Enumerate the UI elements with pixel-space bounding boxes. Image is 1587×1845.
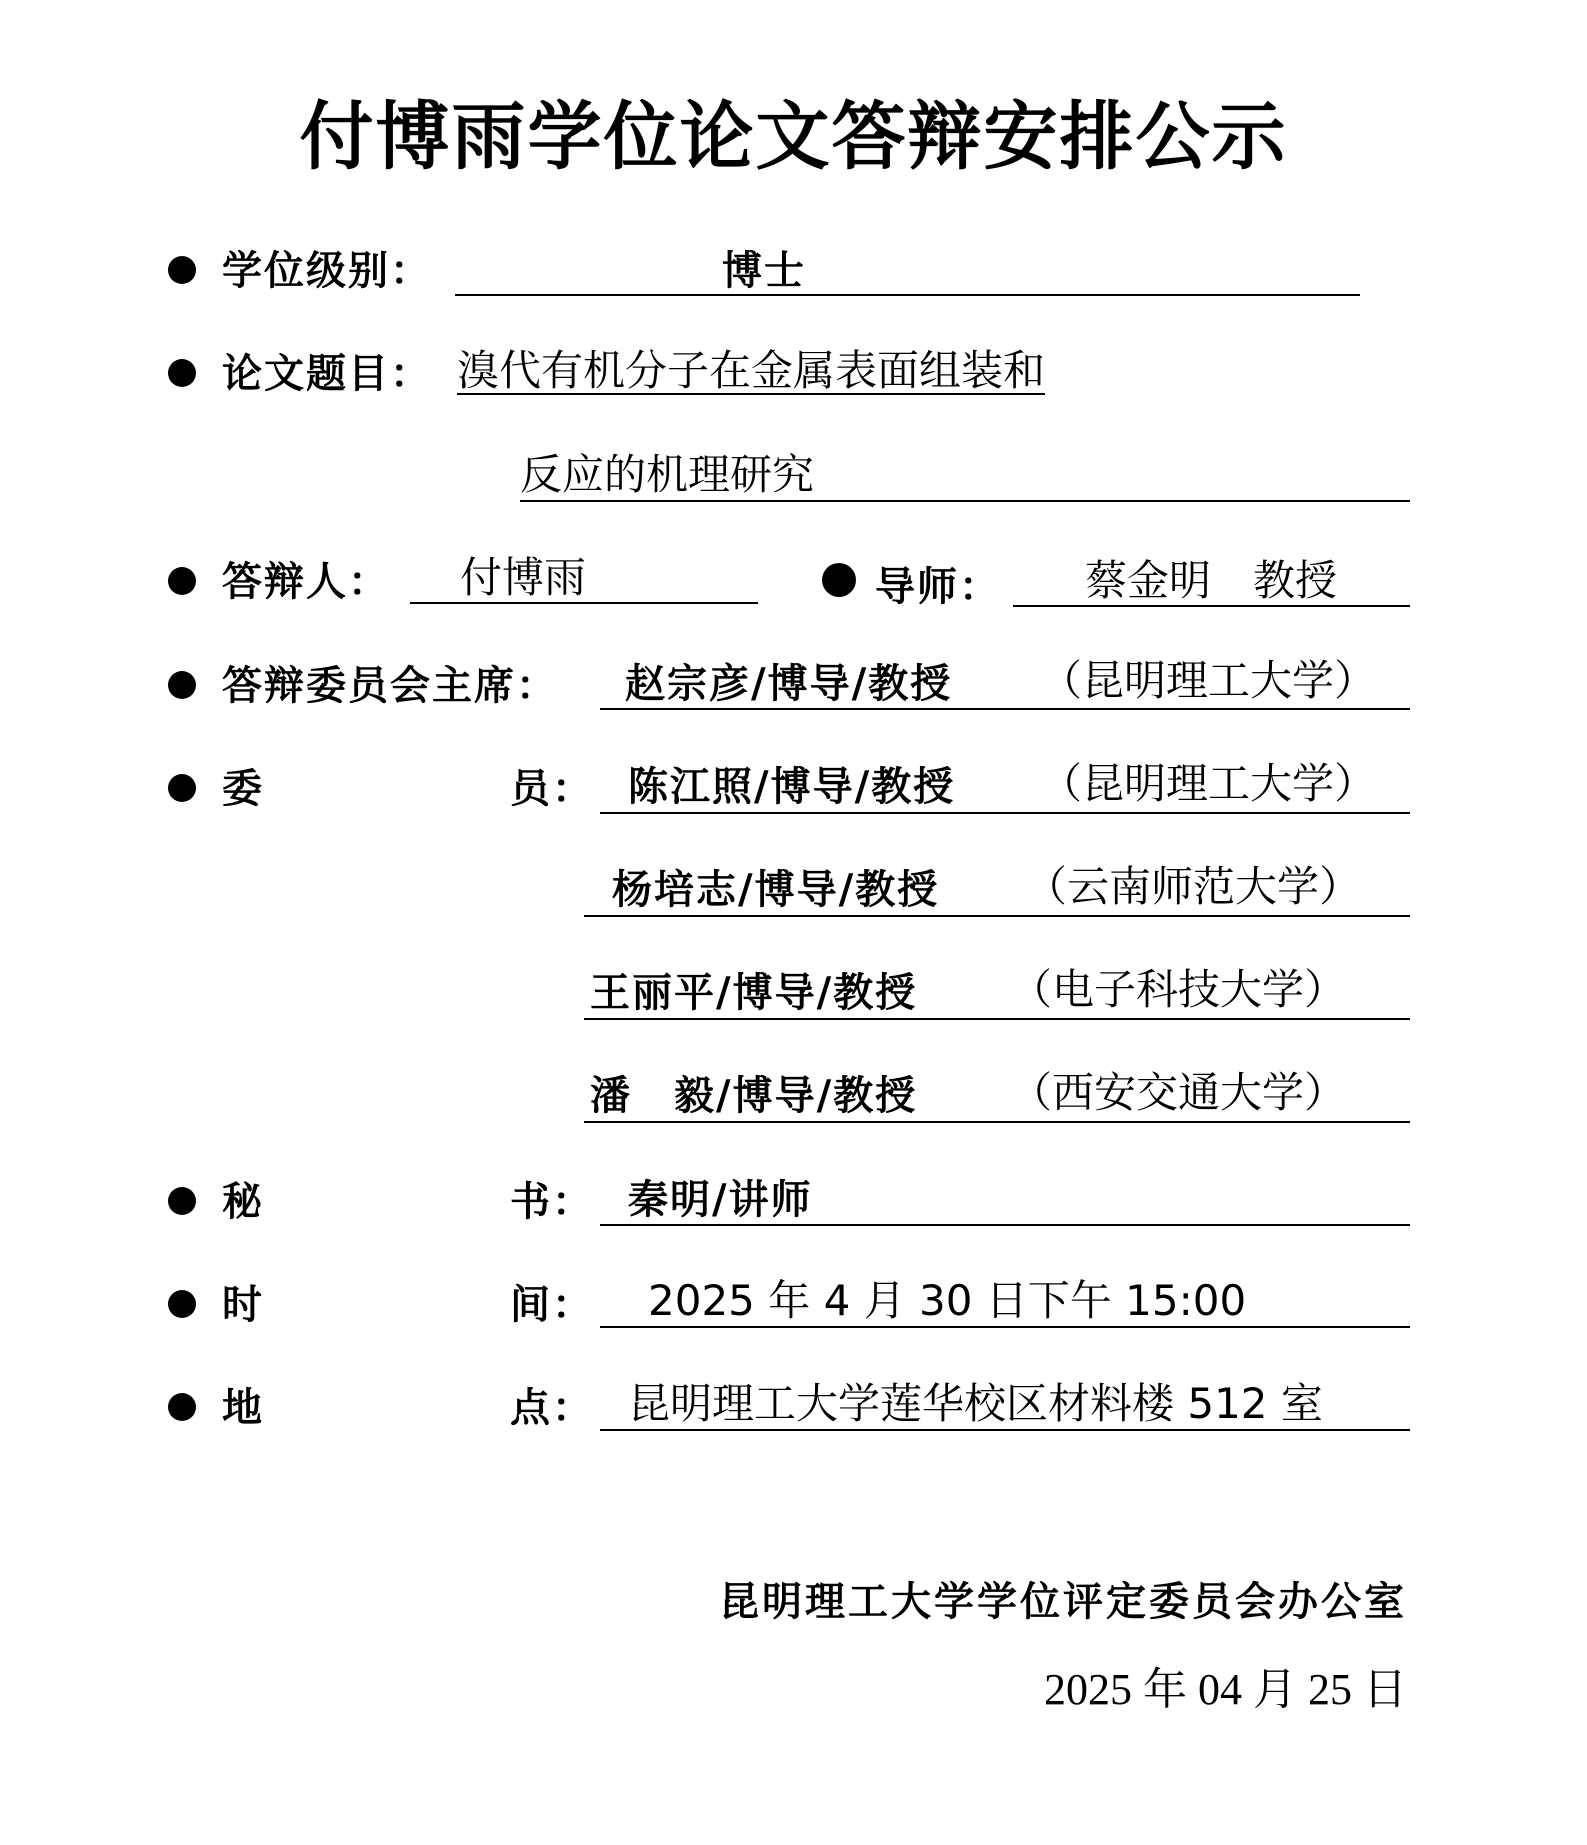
member-underline [584, 1018, 1410, 1020]
bullet-icon [168, 1393, 196, 1421]
member-underline [584, 915, 1410, 917]
member-affiliation: （云南师范大学） [1025, 862, 1362, 911]
bullet-icon [822, 563, 856, 597]
chair-label: 答辩委员会主席： [222, 662, 558, 709]
time-label-right: 间： [510, 1281, 594, 1328]
chair-underline [600, 708, 1410, 710]
degree-underline [455, 294, 1360, 296]
defender-value: 付博雨 [460, 553, 587, 602]
member-underline [600, 812, 1410, 814]
member-affiliation: （西安交通大学） [1010, 1068, 1347, 1117]
advisor-label: 导师： [875, 563, 1001, 610]
thesis-title-line2: 反应的机理研究 [520, 450, 815, 499]
time-value: 2025 年 4 月 30 日下午 15:00 [648, 1276, 1247, 1325]
degree-label: 学位级别： [222, 247, 432, 294]
degree-value: 博士 [722, 247, 806, 294]
advisor-value: 蔡金明 教授 [1085, 556, 1338, 605]
secretary-label-right: 书： [510, 1178, 594, 1225]
page-title: 付博雨学位论文答辩安排公示 [299, 94, 1288, 180]
place-label-right: 点： [510, 1384, 594, 1431]
place-underline [600, 1429, 1410, 1431]
members-label-left: 委 [222, 765, 264, 812]
place-label-left: 地 [222, 1384, 264, 1431]
chair-name: 赵宗彦/博导/教授 [625, 660, 953, 707]
member-affiliation: （昆明理工大学） [1040, 759, 1377, 808]
thesis-label: 论文题目： [222, 350, 432, 397]
issuing-office: 昆明理工大学学位评定委员会办公室 [719, 1578, 1407, 1625]
bullet-icon [168, 671, 196, 699]
secretary-underline [600, 1224, 1410, 1226]
member-name: 杨培志/博导/教授 [612, 866, 940, 913]
member-name: 潘 毅/博导/教授 [590, 1072, 918, 1119]
bullet-icon [168, 256, 196, 284]
defender-underline [410, 602, 758, 604]
bullet-icon [168, 1290, 196, 1318]
member-affiliation: （电子科技大学） [1010, 965, 1347, 1014]
advisor-underline [1013, 605, 1410, 607]
bullet-icon [168, 359, 196, 387]
member-name: 陈江照/博导/教授 [628, 763, 956, 810]
bullet-icon [168, 1187, 196, 1215]
place-value: 昆明理工大学莲华校区材料楼 512 室 [628, 1379, 1323, 1428]
member-underline [584, 1121, 1410, 1123]
thesis-line2-underline [520, 500, 1410, 502]
members-label-right: 员： [510, 765, 594, 812]
bullet-icon [168, 567, 196, 595]
secretary-value: 秦明/讲师 [628, 1176, 813, 1223]
time-underline [600, 1326, 1410, 1328]
bullet-icon [168, 774, 196, 802]
chair-affiliation: （昆明理工大学） [1040, 656, 1377, 705]
thesis-title-line1: 溴代有机分子在金属表面组装和 [457, 346, 1046, 395]
secretary-label-left: 秘 [222, 1178, 264, 1225]
time-label-left: 时 [222, 1281, 264, 1328]
defender-label: 答辩人： [222, 558, 390, 605]
member-name: 王丽平/博导/教授 [590, 969, 918, 1016]
issue-date: 2025 年 04 月 25 日 [1044, 1665, 1407, 1714]
